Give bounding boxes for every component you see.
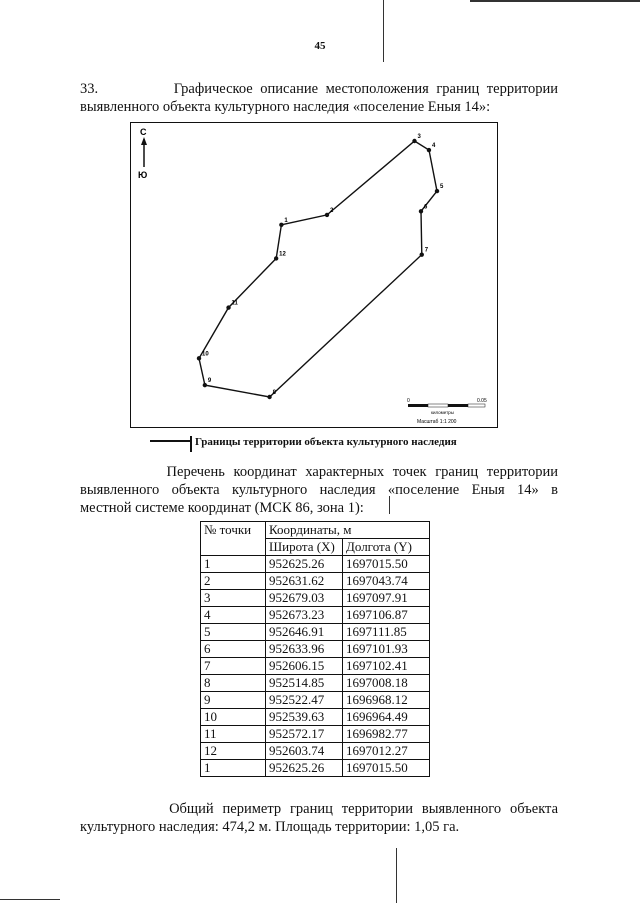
table-row <box>201 709 430 726</box>
section-heading-line1: Графическое описание местоположения границ территории <box>173 81 558 97</box>
boundary-point-label: 4 <box>431 143 436 150</box>
point-cell: 11 <box>201 726 266 743</box>
scale-unit: километры <box>431 410 454 415</box>
intro-line2: выявленного объекта культурного наследия «поселение Еныя 14» в <box>80 482 558 498</box>
legend-label: Границы территории объекта культурного наследия <box>195 436 457 448</box>
lon-cell: 1697015.50 <box>343 760 430 777</box>
boundary-map <box>130 122 498 428</box>
boundary-point-marker <box>203 383 207 387</box>
point-cell: 9 <box>201 692 266 709</box>
boundary-points <box>197 134 444 399</box>
boundary-point-label: 5 <box>440 184 444 191</box>
boundary-polygon <box>199 141 437 397</box>
boundary-point-marker <box>325 213 329 217</box>
scan-artifact-top-line <box>470 0 640 2</box>
boundary-point-label: 3 <box>417 134 421 140</box>
section-heading-line2: выявленного объекта культурного наследия «поселение Еныя 14»: <box>80 99 491 115</box>
lat-cell: 952606.15 <box>266 658 343 675</box>
coordinates-table <box>200 521 430 777</box>
table-row <box>201 692 430 709</box>
table-row <box>201 675 430 692</box>
intro-indent <box>80 464 167 480</box>
point-cell: 1 <box>201 760 266 777</box>
lat-cell: 952679.03 <box>266 590 343 607</box>
boundary-point-marker <box>267 395 271 399</box>
boundary-point-marker <box>412 139 416 143</box>
point-cell: 5 <box>201 624 266 641</box>
point-cell: 4 <box>201 607 266 624</box>
lon-cell: 1697043.74 <box>343 573 430 590</box>
lon-cell: 1697012.27 <box>343 743 430 760</box>
table-row <box>201 743 430 760</box>
scan-artifact-vertical-line <box>383 0 384 62</box>
header-lon: Долгота (Y) <box>343 539 430 556</box>
lat-cell: 952514.85 <box>266 675 343 692</box>
table-row <box>201 590 430 607</box>
intro-line1: Перечень координат характерных точек границ территории <box>166 464 558 480</box>
lat-cell: 952539.63 <box>266 709 343 726</box>
scale-bar <box>407 398 487 425</box>
boundary-point-marker <box>420 252 424 256</box>
boundary-point-marker <box>435 189 439 193</box>
lon-cell: 1697111.85 <box>343 624 430 641</box>
scale-zero: 0 <box>407 398 410 404</box>
lat-cell: 952646.91 <box>266 624 343 641</box>
coordinates-table-body <box>201 556 430 777</box>
point-cell: 1 <box>201 556 266 573</box>
scan-artifact-bottom-line <box>0 899 60 900</box>
summary-line2: культурного наследия: 474,2 м. Площадь территории: 1,05 га. <box>80 819 460 835</box>
lon-cell: 1697015.50 <box>343 556 430 573</box>
lat-cell: 952522.47 <box>266 692 343 709</box>
boundary-point-label: 12 <box>279 251 286 258</box>
boundary-point-label: 9 <box>207 378 212 385</box>
legend-line-tick <box>190 436 192 452</box>
lat-cell: 952633.96 <box>266 641 343 658</box>
point-cell: 7 <box>201 658 266 675</box>
boundary-point-marker <box>427 148 431 152</box>
legend-line-sample <box>150 440 190 442</box>
boundary-map-svg <box>131 123 497 427</box>
boundary-point-label: 1 <box>284 217 288 224</box>
point-cell: 2 <box>201 573 266 590</box>
section-number: 33. <box>80 81 99 97</box>
table-row <box>201 607 430 624</box>
table-row <box>201 624 430 641</box>
lat-cell: 952631.62 <box>266 573 343 590</box>
lat-cell: 952673.23 <box>266 607 343 624</box>
lon-cell: 1697102.41 <box>343 658 430 675</box>
summary-indent <box>80 801 169 817</box>
boundary-point-marker <box>279 223 283 227</box>
table-row <box>201 573 430 590</box>
north-label: С <box>140 127 147 137</box>
table-row <box>201 556 430 573</box>
page-number: 45 <box>314 40 326 52</box>
coordinates-intro <box>80 463 558 517</box>
boundary-point-marker <box>419 209 423 213</box>
lon-cell: 1696964.49 <box>343 709 430 726</box>
summary-line1: Общий периметр границ территории выявленного объекта <box>169 801 559 817</box>
table-row <box>201 658 430 675</box>
header-coords: Координаты, м <box>266 522 430 539</box>
summary <box>80 800 558 836</box>
boundary-point-label: 11 <box>231 300 238 307</box>
lon-cell: 1696968.12 <box>343 692 430 709</box>
point-cell: 12 <box>201 743 266 760</box>
point-cell: 10 <box>201 709 266 726</box>
lon-cell: 1696982.77 <box>343 726 430 743</box>
boundary-point-label: 6 <box>423 204 428 211</box>
boundary-point-marker <box>197 356 201 360</box>
lon-cell: 1697101.93 <box>343 641 430 658</box>
table-row <box>201 760 430 777</box>
boundary-point-label: 2 <box>329 207 334 214</box>
table-row <box>201 726 430 743</box>
lon-cell: 1697097.91 <box>343 590 430 607</box>
point-cell: 6 <box>201 641 266 658</box>
point-cell: 8 <box>201 675 266 692</box>
lat-cell: 952572.17 <box>266 726 343 743</box>
scale-text: Масштаб 1:1 200 <box>417 419 457 425</box>
boundary-point-label: 10 <box>202 351 209 358</box>
scan-artifact-vertical-line <box>396 848 397 903</box>
south-label: Ю <box>138 170 148 180</box>
point-cell: 3 <box>201 590 266 607</box>
header-lat: Широта (X) <box>266 539 343 556</box>
lon-cell: 1697106.87 <box>343 607 430 624</box>
table-header-row <box>201 522 430 539</box>
boundary-point-marker <box>274 256 278 260</box>
north-arrow <box>138 127 147 180</box>
intro-line3: местной системе координат (МСК 86, зона 1): <box>80 500 364 516</box>
boundary-point-label: 8 <box>272 390 276 396</box>
lat-cell: 952603.74 <box>266 743 343 760</box>
lat-cell: 952625.26 <box>266 556 343 573</box>
lat-cell: 952625.26 <box>266 760 343 777</box>
boundary-point-marker <box>226 305 230 309</box>
table-row <box>201 641 430 658</box>
section-heading <box>80 80 558 116</box>
header-point: № точки <box>201 522 266 556</box>
boundary-point-label: 7 <box>424 247 429 254</box>
lon-cell: 1697008.18 <box>343 675 430 692</box>
scale-end: 0.05 <box>477 398 487 404</box>
